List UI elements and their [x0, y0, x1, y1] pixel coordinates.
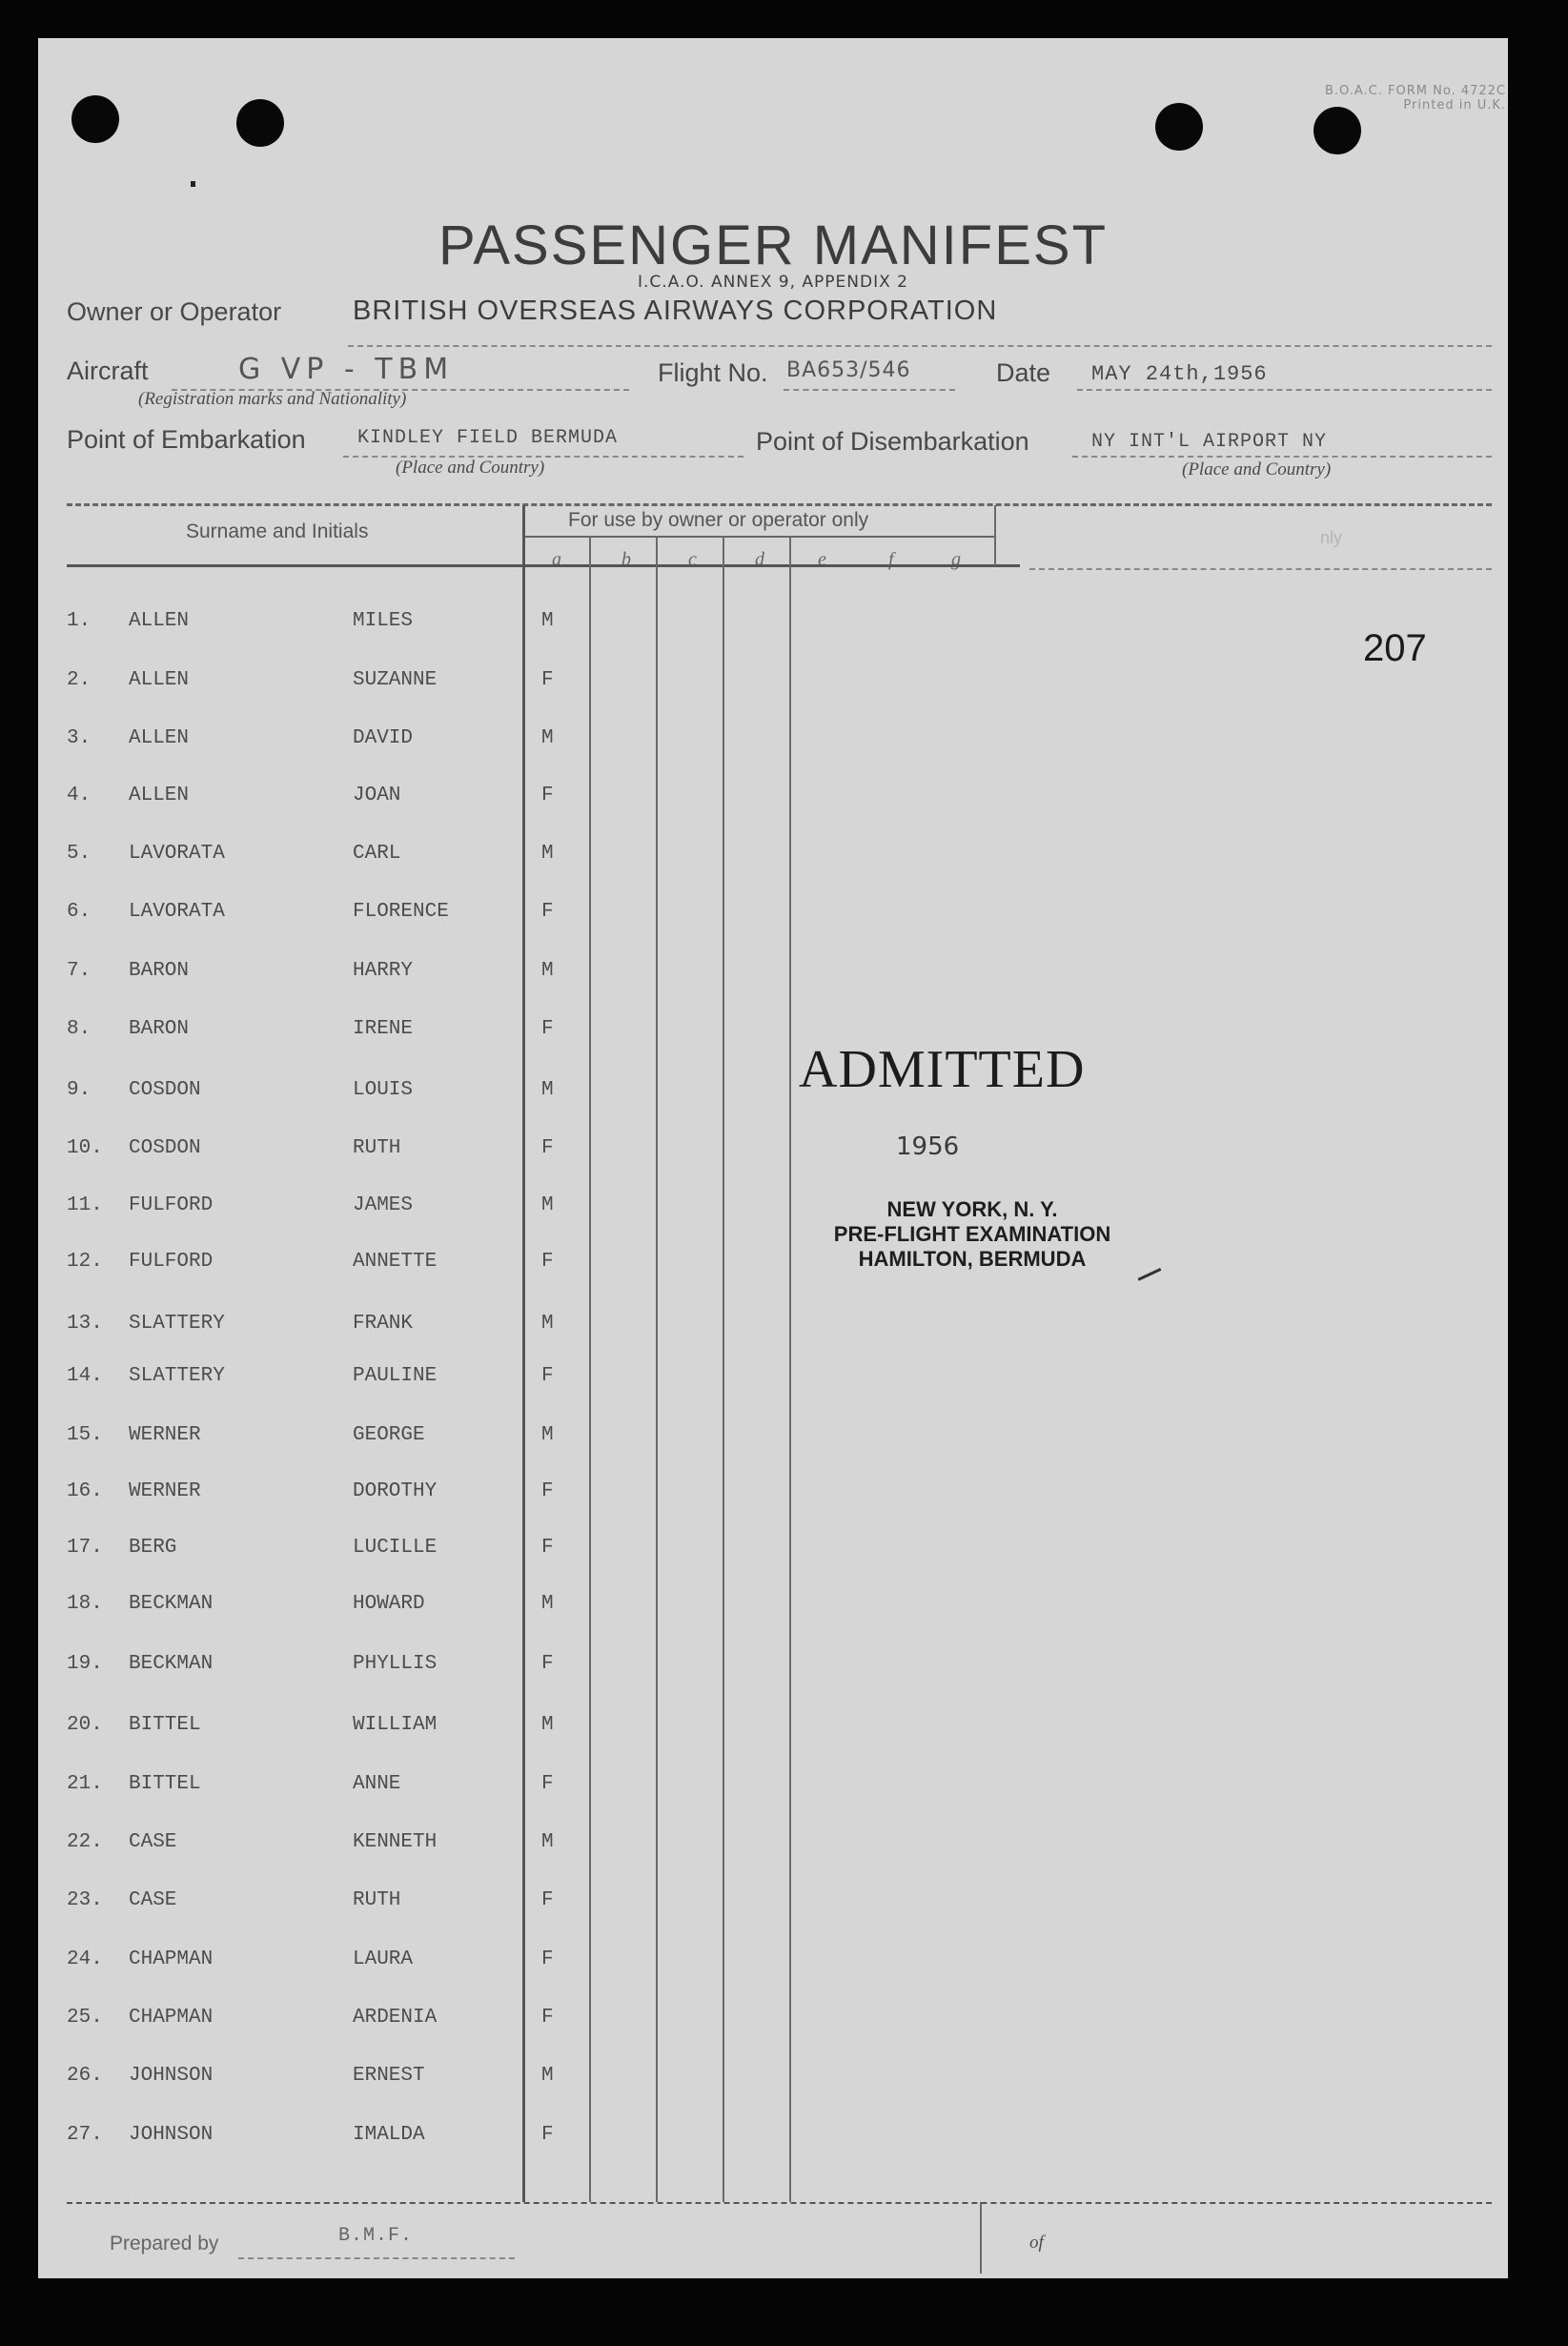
row-number: 5.: [67, 843, 92, 865]
row-number: 15.: [67, 1424, 103, 1446]
owner-label: Owner or Operator: [67, 297, 282, 326]
given-name-cell: JAMES: [353, 1194, 414, 1216]
table-row: [38, 2065, 991, 2103]
row-number: 2.: [67, 669, 92, 691]
document-title: PASSENGER MANIFEST: [438, 214, 1109, 276]
row-number: 18.: [67, 1593, 103, 1615]
owner-use-header: For use by owner or operator only: [568, 509, 869, 531]
flight-label: Flight No.: [658, 358, 768, 387]
stamp-line1: NEW YORK, N. Y.: [886, 1197, 1058, 1221]
given-name-cell: HOWARD: [353, 1593, 425, 1615]
sex-cell: F: [541, 785, 554, 806]
sex-cell: M: [541, 1714, 554, 1736]
punch-hole: [1313, 107, 1361, 154]
table-row: [38, 1480, 991, 1519]
given-name-cell: ANNETTE: [353, 1251, 438, 1273]
column-rule: [994, 505, 996, 566]
given-name-cell: HARRY: [353, 960, 414, 982]
prepared-value: B.M.F.: [338, 2225, 414, 2247]
sex-cell: M: [541, 1079, 554, 1101]
surname-cell: CHAPMAN: [129, 1948, 214, 1970]
table-row: [38, 2007, 991, 2045]
given-name-cell: JOAN: [353, 785, 401, 806]
given-name-cell: KENNETH: [353, 1831, 438, 1853]
surname-cell: SLATTERY: [129, 1313, 225, 1335]
row-number: 6.: [67, 901, 92, 923]
aircraft-label: Aircraft: [67, 357, 149, 385]
disembark-label: Point of Disembarkation: [756, 427, 1029, 456]
given-name-cell: RUTH: [353, 1889, 401, 1911]
row-number: 3.: [67, 727, 92, 749]
row-number: 25.: [67, 2007, 103, 2029]
row-number: 12.: [67, 1251, 103, 1273]
col-c-header: c: [688, 549, 697, 570]
surname-cell: SLATTERY: [129, 1365, 225, 1387]
date-label: Date: [996, 358, 1051, 387]
manifest-sheet: [38, 38, 1508, 2278]
date-underline: [1077, 389, 1492, 391]
surname-cell: ALLEN: [129, 727, 190, 749]
column-rule: [980, 2202, 982, 2274]
row-number: 19.: [67, 1653, 103, 1675]
given-name-cell: FLORENCE: [353, 901, 449, 923]
given-name-cell: ARDENIA: [353, 2007, 438, 2029]
surname-cell: LAVORATA: [129, 843, 225, 865]
col-e-header: e: [818, 549, 826, 570]
sex-cell: M: [541, 1424, 554, 1446]
stamp-line2: PRE-FLIGHT EXAMINATION: [833, 1222, 1111, 1246]
embark-label: Point of Embarkation: [67, 425, 306, 454]
surname-cell: BECKMAN: [129, 1593, 214, 1615]
embark-note: (Place and Country): [396, 458, 545, 478]
given-name-cell: WILLIAM: [353, 1714, 438, 1736]
row-number: 23.: [67, 1889, 103, 1911]
table-row: [38, 610, 991, 648]
given-name-cell: LAURA: [353, 1948, 414, 1970]
given-name-cell: DAVID: [353, 727, 414, 749]
table-row: [38, 1773, 991, 1811]
row-number: 4.: [67, 785, 92, 806]
table-row: [38, 1365, 991, 1403]
header-bottom-rule-right: [1029, 568, 1492, 570]
row-number: 8.: [67, 1018, 92, 1040]
sex-cell: M: [541, 727, 554, 749]
surname-cell: CHAPMAN: [129, 2007, 214, 2029]
surname-cell: LAVORATA: [129, 901, 225, 923]
flight-underline: [784, 389, 955, 391]
given-name-cell: IRENE: [353, 1018, 414, 1040]
surname-cell: COSDON: [129, 1079, 201, 1101]
row-number: 14.: [67, 1365, 103, 1387]
embark-value: KINDLEY FIELD BERMUDA: [357, 427, 619, 449]
surname-cell: JOHNSON: [129, 2065, 214, 2087]
col-f-header: f: [888, 549, 894, 570]
table-row: [38, 1424, 991, 1462]
sex-cell: F: [541, 1773, 554, 1795]
of-label: of: [1029, 2233, 1044, 2253]
table-row: [38, 1593, 991, 1631]
date-value: MAY 24th,1956: [1091, 362, 1268, 386]
form-number-text: B.O.A.C. FORM No. 4722C: [1325, 84, 1506, 98]
table-row: [38, 1137, 991, 1175]
owner-use-rule: [524, 536, 996, 538]
surname-cell: WERNER: [129, 1424, 201, 1446]
punch-hole: [71, 95, 119, 143]
row-number: 1.: [67, 610, 92, 632]
printed-in-text: Printed in U.K.: [1403, 98, 1506, 112]
sex-cell: F: [541, 1537, 554, 1559]
given-name-cell: ANNE: [353, 1773, 401, 1795]
sex-cell: M: [541, 1831, 554, 1853]
owner-value: BRITISH OVERSEAS AIRWAYS CORPORATION: [353, 296, 998, 326]
surname-cell: FULFORD: [129, 1251, 214, 1273]
row-number: 26.: [67, 2065, 103, 2087]
table-row: [38, 1714, 991, 1752]
surname-cell: BECKMAN: [129, 1653, 214, 1675]
surname-cell: JOHNSON: [129, 2124, 214, 2146]
sex-cell: F: [541, 1948, 554, 1970]
given-name-cell: LOUIS: [353, 1079, 414, 1101]
table-row: [38, 785, 991, 823]
col-d-header: d: [755, 549, 764, 570]
sex-cell: F: [541, 1251, 554, 1273]
stamp-date: 1956: [896, 1132, 960, 1161]
sex-cell: F: [541, 1137, 554, 1159]
surname-cell: BITTEL: [129, 1714, 201, 1736]
table-row: [38, 727, 991, 765]
col-g-header: g: [951, 549, 961, 570]
row-number: 13.: [67, 1313, 103, 1335]
given-name-cell: GEORGE: [353, 1424, 425, 1446]
prepared-label: Prepared by: [110, 2233, 219, 2254]
sex-cell: F: [541, 2124, 554, 2146]
table-row: [38, 1537, 991, 1575]
disembark-value: NY INT'L AIRPORT NY: [1091, 431, 1328, 453]
sex-cell: M: [541, 960, 554, 982]
sex-cell: F: [541, 1889, 554, 1911]
prepared-underline: [238, 2257, 515, 2259]
given-name-cell: DOROTHY: [353, 1480, 438, 1502]
given-name-cell: PAULINE: [353, 1365, 438, 1387]
table-row: [38, 1313, 991, 1351]
given-name-cell: PHYLLIS: [353, 1653, 438, 1675]
header-bottom-rule: [67, 564, 1020, 567]
table-row: [38, 669, 991, 707]
table-row: [38, 1831, 991, 1869]
row-number: 16.: [67, 1480, 103, 1502]
table-row: [38, 901, 991, 939]
sex-cell: M: [541, 1313, 554, 1335]
row-number: 10.: [67, 1137, 103, 1159]
table-top-rule: [67, 503, 1492, 506]
sex-cell: F: [541, 901, 554, 923]
sex-cell: M: [541, 610, 554, 632]
row-number: 20.: [67, 1714, 103, 1736]
surname-cell: BITTEL: [129, 1773, 201, 1795]
flight-value: BA653/546: [786, 358, 911, 382]
sex-cell: F: [541, 1018, 554, 1040]
owner-underline: [348, 345, 1492, 347]
surname-cell: CASE: [129, 1889, 177, 1911]
row-number: 7.: [67, 960, 92, 982]
sex-cell: F: [541, 2007, 554, 2029]
given-name-cell: CARL: [353, 843, 401, 865]
row-number: 21.: [67, 1773, 103, 1795]
row-number: 17.: [67, 1537, 103, 1559]
table-row: [38, 2124, 991, 2162]
table-row: [38, 843, 991, 881]
row-number: 24.: [67, 1948, 103, 1970]
surname-cell: BERG: [129, 1537, 177, 1559]
disembark-underline: [1072, 456, 1492, 458]
given-name-cell: LUCILLE: [353, 1537, 438, 1559]
name-column-header: Surname and Initials: [186, 520, 369, 542]
row-number: 9.: [67, 1079, 92, 1101]
disembark-note: (Place and Country): [1182, 459, 1332, 479]
surname-cell: ALLEN: [129, 610, 190, 632]
given-name-cell: ERNEST: [353, 2065, 425, 2087]
admitted-stamp: ADMITTED: [799, 1040, 1086, 1099]
aircraft-note: (Registration marks and Nationality): [138, 389, 407, 409]
stamp-line3: HAMILTON, BERMUDA: [858, 1247, 1087, 1271]
form-number: [1325, 84, 1506, 112]
sex-cell: F: [541, 669, 554, 691]
table-bottom-rule: [67, 2202, 1492, 2204]
punch-hole: [1155, 103, 1203, 151]
row-number: 11.: [67, 1194, 103, 1216]
surname-cell: FULFORD: [129, 1194, 214, 1216]
surname-cell: BARON: [129, 960, 190, 982]
col-b-header: b: [621, 549, 631, 570]
sex-cell: M: [541, 2065, 554, 2087]
punch-hole: [236, 99, 284, 147]
document-subtitle: I.C.A.O. ANNEX 9, APPENDIX 2: [638, 273, 908, 292]
row-number: 22.: [67, 1831, 103, 1853]
page-number: 207: [1363, 627, 1427, 669]
table-row: [38, 960, 991, 998]
given-name-cell: RUTH: [353, 1137, 401, 1159]
surname-cell: CASE: [129, 1831, 177, 1853]
row-number: 27.: [67, 2124, 103, 2146]
sex-cell: M: [541, 1194, 554, 1216]
sex-cell: F: [541, 1480, 554, 1502]
given-name-cell: FRANK: [353, 1313, 414, 1335]
sex-cell: F: [541, 1653, 554, 1675]
col-a-header: a: [552, 549, 561, 570]
given-name-cell: SUZANNE: [353, 669, 438, 691]
given-name-cell: IMALDA: [353, 2124, 425, 2146]
sex-cell: M: [541, 1593, 554, 1615]
sex-cell: F: [541, 1365, 554, 1387]
surname-cell: WERNER: [129, 1480, 201, 1502]
faint-column-header: nly: [1320, 528, 1343, 547]
aircraft-value: G VP - TBM: [238, 353, 455, 386]
table-row: [38, 1889, 991, 1928]
table-row: [38, 1948, 991, 1987]
surname-cell: ALLEN: [129, 669, 190, 691]
ink-dot: [191, 181, 195, 187]
surname-cell: BARON: [129, 1018, 190, 1040]
surname-cell: COSDON: [129, 1137, 201, 1159]
table-row: [38, 1653, 991, 1691]
given-name-cell: MILES: [353, 610, 414, 632]
surname-cell: ALLEN: [129, 785, 190, 806]
sex-cell: M: [541, 843, 554, 865]
